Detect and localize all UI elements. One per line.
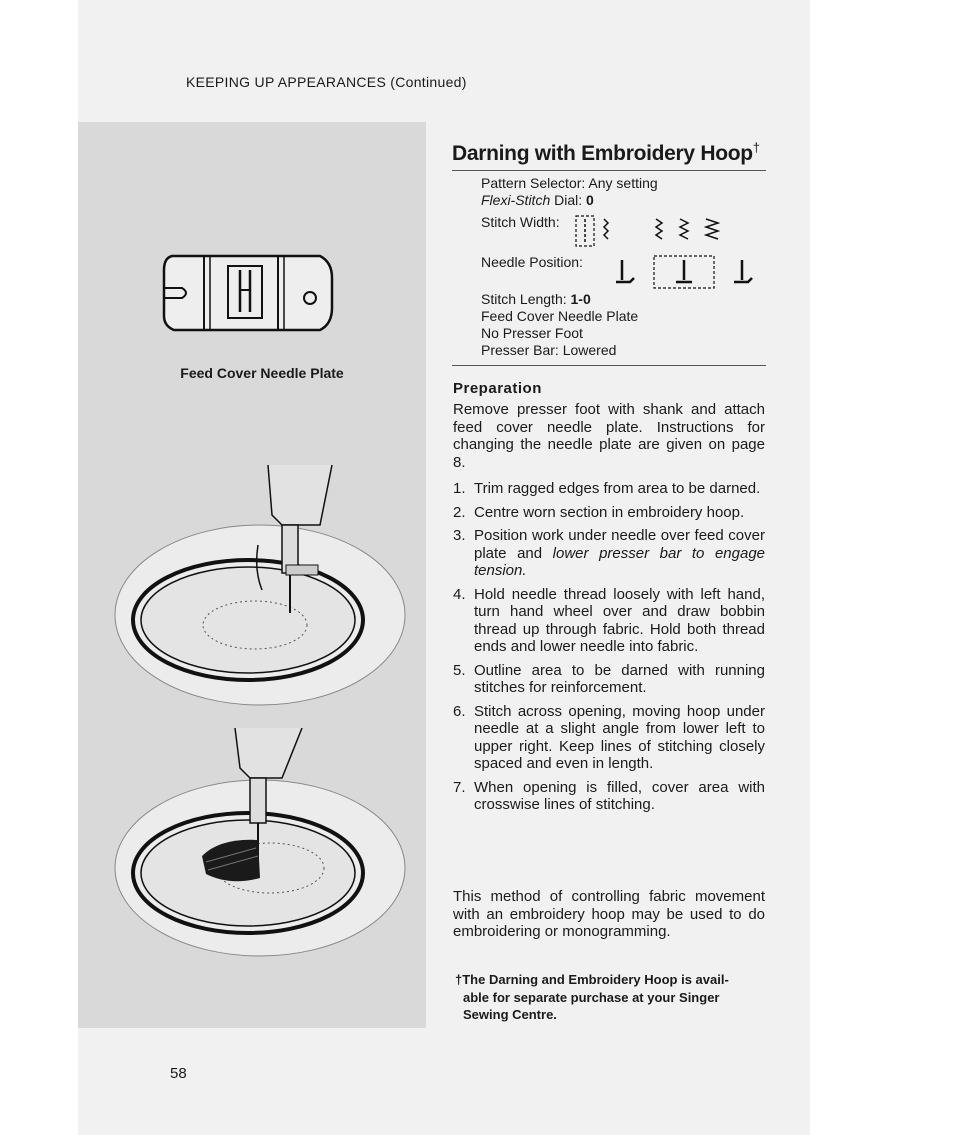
step-text: Trim ragged edges from area to be darned. (474, 480, 761, 497)
stitch-length-value: 1-0 (570, 291, 591, 307)
step-text: Hold needle thread loosely with left hand, turn hand wheel over and draw bobbin thread up through fabric. Hold both thread ends and lower needle into fabric. (474, 585, 765, 655)
figure-caption: Feed Cover Needle Plate (180, 365, 344, 381)
stitch-length-setting (481, 291, 638, 308)
list-item (453, 662, 765, 697)
list-item (453, 703, 765, 773)
preparation-heading: Preparation (453, 380, 542, 397)
step-number: 7. (453, 778, 466, 796)
section-title-text: Darning with Embroidery Hoop (452, 142, 753, 165)
list-item (453, 480, 765, 498)
needle-plate-setting: Feed Cover Needle Plate (481, 308, 639, 324)
footnote-line: †The Darning and Embroidery Hoop is avail- (455, 972, 729, 987)
flexi-stitch-value: 0 (586, 192, 594, 208)
step-text: Position work under needle over feed cover plate and (474, 527, 765, 562)
flexi-stitch-dial-label: Dial: (550, 192, 587, 208)
stitch-width-label: Stitch Width: (481, 214, 560, 230)
hoop-illustration-darning (110, 728, 410, 968)
stitch-length-label: Stitch Length: (481, 291, 571, 307)
list-item (453, 586, 765, 656)
step-text: Outline area to be darned with running stitches for reinforcement. (474, 661, 765, 696)
footnote-line: Sewing Centre. (463, 1007, 557, 1022)
hoop-illustration-positioning (110, 465, 410, 720)
machine-settings-continued (481, 291, 638, 359)
footnote-line: able for separate purchase at your Singer (463, 989, 720, 1005)
needle-position-icons (612, 252, 762, 292)
stitch-width-icons (574, 213, 734, 249)
preparation-text: Remove presser foot with shank and attach feed cover needle plate. Instructions for changing the needle plate are given on page 8. (453, 401, 765, 471)
settings-rule (452, 365, 766, 366)
page-number: 58 (170, 1065, 187, 1082)
step-text-italic: lower presser bar to engage tension. (474, 544, 765, 579)
section-title (452, 140, 760, 166)
closing-paragraph: This method of controlling fabric movement with an embroidery hoop may be used to do embroidering or monogramming. (453, 888, 765, 940)
steps-list (453, 480, 765, 820)
machine-settings (481, 175, 771, 209)
step-number: 4. (453, 585, 466, 603)
presser-bar-setting: Presser Bar: Lowered (481, 342, 617, 358)
presser-foot-setting: No Presser Foot (481, 325, 583, 341)
needle-plate-illustration (160, 248, 336, 338)
running-header: KEEPING UP APPEARANCES (Continued) (186, 74, 467, 90)
step-number: 2. (453, 503, 466, 521)
step-number: 1. (453, 480, 466, 497)
list-item (453, 527, 765, 580)
step-text: When opening is filled, cover area with crosswise lines of stitching. (474, 778, 765, 813)
step-number: 5. (453, 661, 466, 679)
list-item (453, 779, 765, 814)
flexi-stitch-label: Flexi-Stitch (481, 192, 551, 208)
title-dagger-mark: † (752, 140, 760, 155)
list-item (453, 504, 765, 522)
pattern-selector-setting: Pattern Selector: Any setting (481, 175, 658, 191)
step-number: 6. (453, 702, 466, 720)
flexi-stitch-setting (481, 192, 771, 209)
needle-position-label: Needle Position: (481, 254, 583, 270)
step-number: 3. (453, 527, 466, 544)
footnote (455, 971, 773, 1024)
title-rule (452, 170, 766, 171)
step-text: Centre worn section in embroidery hoop. (474, 503, 745, 521)
step-text: Stitch across opening, moving hoop under needle at a slight angle from lower left to upper right. Keep lines of stitching closely spaced and even in length. (474, 702, 765, 772)
